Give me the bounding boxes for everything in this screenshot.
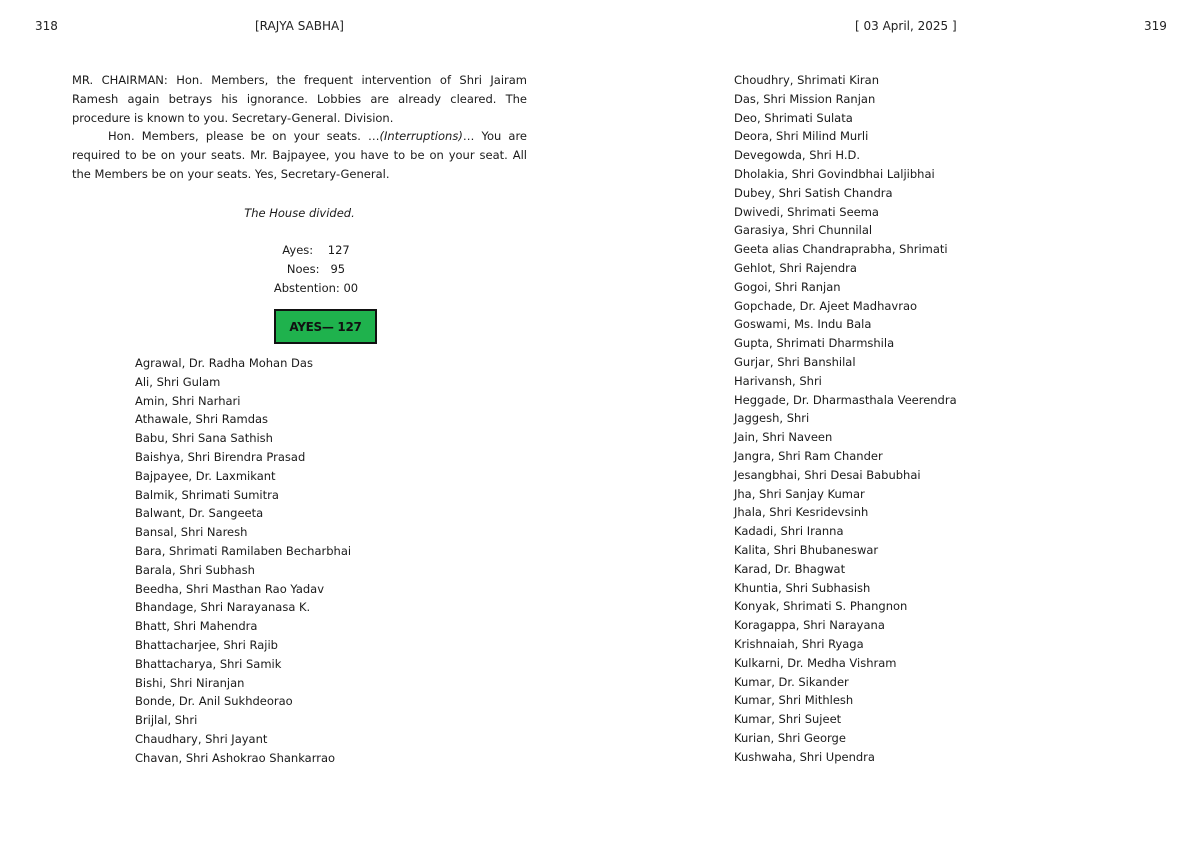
member-name: Balmik, Shrimati Sumitra (135, 487, 279, 502)
member-name: Choudhry, Shrimati Kiran (734, 73, 879, 87)
ayes-list-left-column (135, 354, 351, 768)
member-name: Agrawal, Dr. Radha Mohan Das (135, 356, 313, 370)
running-header-date: [ 03 April, 2025 ] (855, 19, 957, 33)
member-name: Jangra, Shri Ram Chander (734, 448, 883, 463)
member-name: Kulkarni, Dr. Medha Vishram (734, 655, 897, 670)
member-name: Kalita, Shri Bhubaneswar (734, 542, 879, 557)
member-name: Koragappa, Shri Narayana (734, 618, 885, 633)
running-header-house: [RAJYA SABHA] (255, 19, 344, 33)
member-name: Das, Shri Mission Ranjan (734, 91, 876, 106)
member-name: Krishnaiah, Shri Ryaga (734, 636, 864, 651)
speech-paragraph-1: MR. CHAIRMAN: Hon. Members, the frequent intervention of Shri Jairam Ramesh again betrays his ignorance. Lobbies are already cleared. The procedure is known to you. Secretary-General. Division. (72, 73, 527, 125)
ayes-list-right-column (734, 71, 957, 766)
member-name: Dubey, Shri Satish Chandra (734, 185, 893, 200)
member-name: Kurian, Shri George (734, 730, 846, 745)
member-name: Khuntia, Shri Subhasish (734, 580, 871, 595)
ayes-heading-box: AYES— 127 (274, 309, 377, 344)
member-name: Kushwaha, Shri Upendra (734, 749, 875, 764)
member-name: Bhattacharya, Shri Samik (135, 656, 282, 671)
member-name: Athawale, Shri Ramdas (135, 412, 269, 427)
member-name: Deora, Shri Milind Murli (734, 129, 869, 144)
member-name: Bhandage, Shri Narayanasa K. (135, 600, 311, 615)
member-name: Gupta, Shrimati Dharmshila (734, 336, 895, 351)
member-name: Brijlal, Shri (135, 713, 198, 728)
member-name: Baishya, Shri Birendra Prasad (135, 449, 306, 464)
member-name: Jain, Shri Naveen (734, 430, 833, 445)
member-name: Bonde, Dr. Anil Sukhdeorao (135, 694, 293, 709)
page-number-left: 318 (35, 19, 58, 33)
member-name: Kumar, Dr. Sikander (734, 674, 849, 689)
member-name: Ali, Shri Gulam (135, 374, 221, 389)
member-name: Bhattacharjee, Shri Rajib (135, 637, 278, 652)
abstention-count: Abstention: 00 (273, 281, 359, 295)
member-name: Jesangbhai, Shri Desai Babubhai (734, 467, 921, 482)
member-name: Gurjar, Shri Banshilal (734, 354, 856, 369)
member-name: Chavan, Shri Ashokrao Shankarrao (135, 750, 336, 765)
member-name: Dwivedi, Shrimati Seema (734, 204, 879, 219)
house-divided-note: The House divided. (244, 206, 355, 220)
member-name: Jhala, Shri Kesridevsinh (734, 505, 869, 520)
speech-paragraph-2-start: Hon. Members, please be on your seats. … (108, 129, 380, 144)
member-name: Garasiya, Shri Chunnilal (734, 223, 873, 238)
member-name: Kumar, Shri Sujeet (734, 712, 842, 727)
member-name: Jaggesh, Shri (734, 411, 810, 426)
member-name: Devegowda, Shri H.D. (734, 148, 860, 163)
member-name: Gopchade, Dr. Ajeet Madhavrao (734, 298, 918, 313)
page-number-right: 319 (1144, 19, 1167, 33)
chairman-speech (72, 71, 527, 184)
member-name: Bhatt, Shri Mahendra (135, 619, 258, 634)
member-name: Chaudhary, Shri Jayant (135, 731, 268, 746)
noes-count: Noes: 95 (286, 262, 346, 276)
member-name: Gehlot, Shri Rajendra (734, 260, 857, 275)
member-name: Jha, Shri Sanjay Kumar (734, 486, 865, 501)
speech-paragraph-2 (72, 127, 527, 183)
member-name: Kumar, Shri Mithlesh (734, 693, 854, 708)
member-name: Amin, Shri Narhari (135, 393, 241, 408)
member-name: Deo, Shrimati Sulata (734, 110, 853, 125)
member-name: Goswami, Ms. Indu Bala (734, 317, 872, 332)
member-name: Bara, Shrimati Ramilaben Becharbhai (135, 543, 352, 558)
member-name: Dholakia, Shri Govindbhai Laljibhai (734, 166, 935, 181)
speech-paragraph-2-end: … You are required to be on your seats. Mr. Bajpayee, you have to be on your seat. All the Members be on your seats. Yes, Secretary-General. (72, 129, 527, 181)
member-name: Geeta alias Chandraprabha, Shrimati (734, 242, 948, 257)
member-name: Barala, Shri Subhash (135, 562, 255, 577)
member-name: Beedha, Shri Masthan Rao Yadav (135, 581, 325, 596)
member-name: Karad, Dr. Bhagwat (734, 561, 846, 576)
member-name: Harivansh, Shri (734, 373, 822, 388)
member-name: Bishi, Shri Niranjan (135, 675, 245, 690)
ayes-count: Ayes: 127 (282, 243, 350, 257)
member-name: Gogoi, Shri Ranjan (734, 279, 841, 294)
interruptions-note: (Interruptions) (379, 129, 463, 144)
member-name: Heggade, Dr. Dharmasthala Veerendra (734, 392, 957, 407)
member-name: Bansal, Shri Naresh (135, 525, 248, 540)
member-name: Konyak, Shrimati S. Phangnon (734, 599, 908, 614)
member-name: Babu, Shri Sana Sathish (135, 431, 273, 446)
member-name: Bajpayee, Dr. Laxmikant (135, 468, 276, 483)
member-name: Kadadi, Shri Iranna (734, 524, 844, 539)
member-name: Balwant, Dr. Sangeeta (135, 506, 264, 521)
